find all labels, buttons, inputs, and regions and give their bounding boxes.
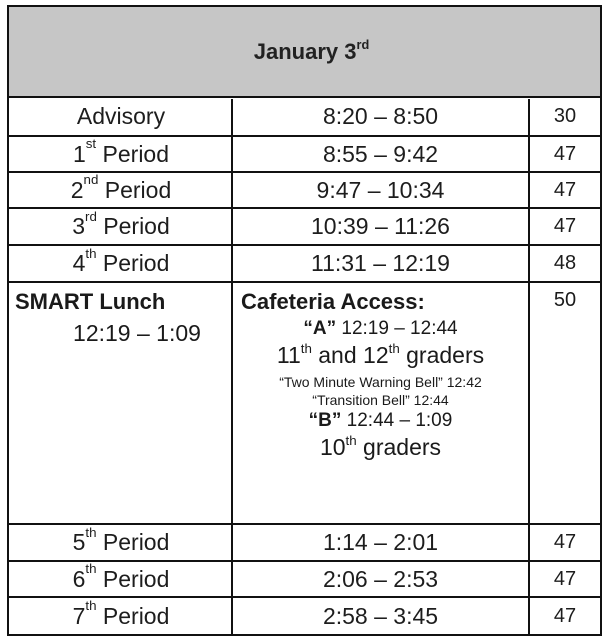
transition-bell: “Transition Bell” 12:44 xyxy=(312,391,449,408)
row-minutes-advisory: 30 xyxy=(553,105,577,127)
row-minutes-period-7: 47 xyxy=(553,604,577,627)
row-time-period-6: 2:06 – 2:53 xyxy=(322,565,439,592)
lunch-b-grades: 10th graders xyxy=(319,432,442,460)
lunch-label-cell xyxy=(15,289,231,347)
page-title: January 3rd xyxy=(253,36,370,64)
row-divider xyxy=(9,281,600,283)
lunch-title: SMART Lunch xyxy=(15,289,166,314)
row-minutes-period-3: 47 xyxy=(553,215,577,237)
row-label-advisory: Advisory xyxy=(76,103,166,129)
two-minute-warning: “Two Minute Warning Bell” 12:42 xyxy=(279,373,482,390)
schedule-table xyxy=(7,5,602,636)
row-time-period-3: 10:39 – 11:26 xyxy=(311,213,450,239)
row-label-period-5: 5 $^{th}$ Period xyxy=(72,524,170,555)
lunch-a-grades: 11th and 12th graders xyxy=(276,341,485,369)
row-label-period-7: 7 $^{th}$ Period xyxy=(72,598,170,629)
row-time-period-1: 8:55 – 9:42 xyxy=(322,140,439,167)
row-time-period-5: 1:14 – 2:01 xyxy=(322,529,439,555)
row-label-period-3: 3 $^{rd}$ Period xyxy=(72,208,170,239)
row-label-period-6: 6 $^{th}$ Period xyxy=(72,561,170,592)
row-minutes-period-4: 48 xyxy=(553,252,577,274)
row-time-period-2: 9:47 – 10:34 xyxy=(316,176,445,203)
lunch-time: 12:19 – 1:09 xyxy=(73,320,201,346)
lunch-a-slot: “A” 12:19 – 12:44 xyxy=(303,318,458,340)
cafeteria-access-title: Cafeteria Access: xyxy=(241,289,425,314)
row-time-period-7: 2:58 – 3:45 xyxy=(322,602,439,629)
table-header xyxy=(9,7,600,96)
row-minutes-period-6: 47 xyxy=(553,567,577,590)
lunch-minutes: 50 xyxy=(553,289,577,311)
row-label-period-2: 2 $^{nd}$ Period xyxy=(70,172,172,203)
row-label-period-1: 1 $^{st}$ Period xyxy=(72,136,170,167)
row-minutes-period-1: 47 xyxy=(553,142,577,165)
row-label-period-4: 4 $^{th}$ Period xyxy=(72,245,170,276)
row-time-period-4: 11:31 – 12:19 xyxy=(311,250,450,276)
lunch-b-slot: “B” 12:44 – 1:09 xyxy=(308,409,453,431)
lunch-access-cell xyxy=(233,289,528,460)
row-time-advisory: 8:20 – 8:50 xyxy=(322,103,439,129)
row-minutes-period-2: 47 xyxy=(553,178,577,201)
row-minutes-period-5: 47 xyxy=(553,531,577,553)
